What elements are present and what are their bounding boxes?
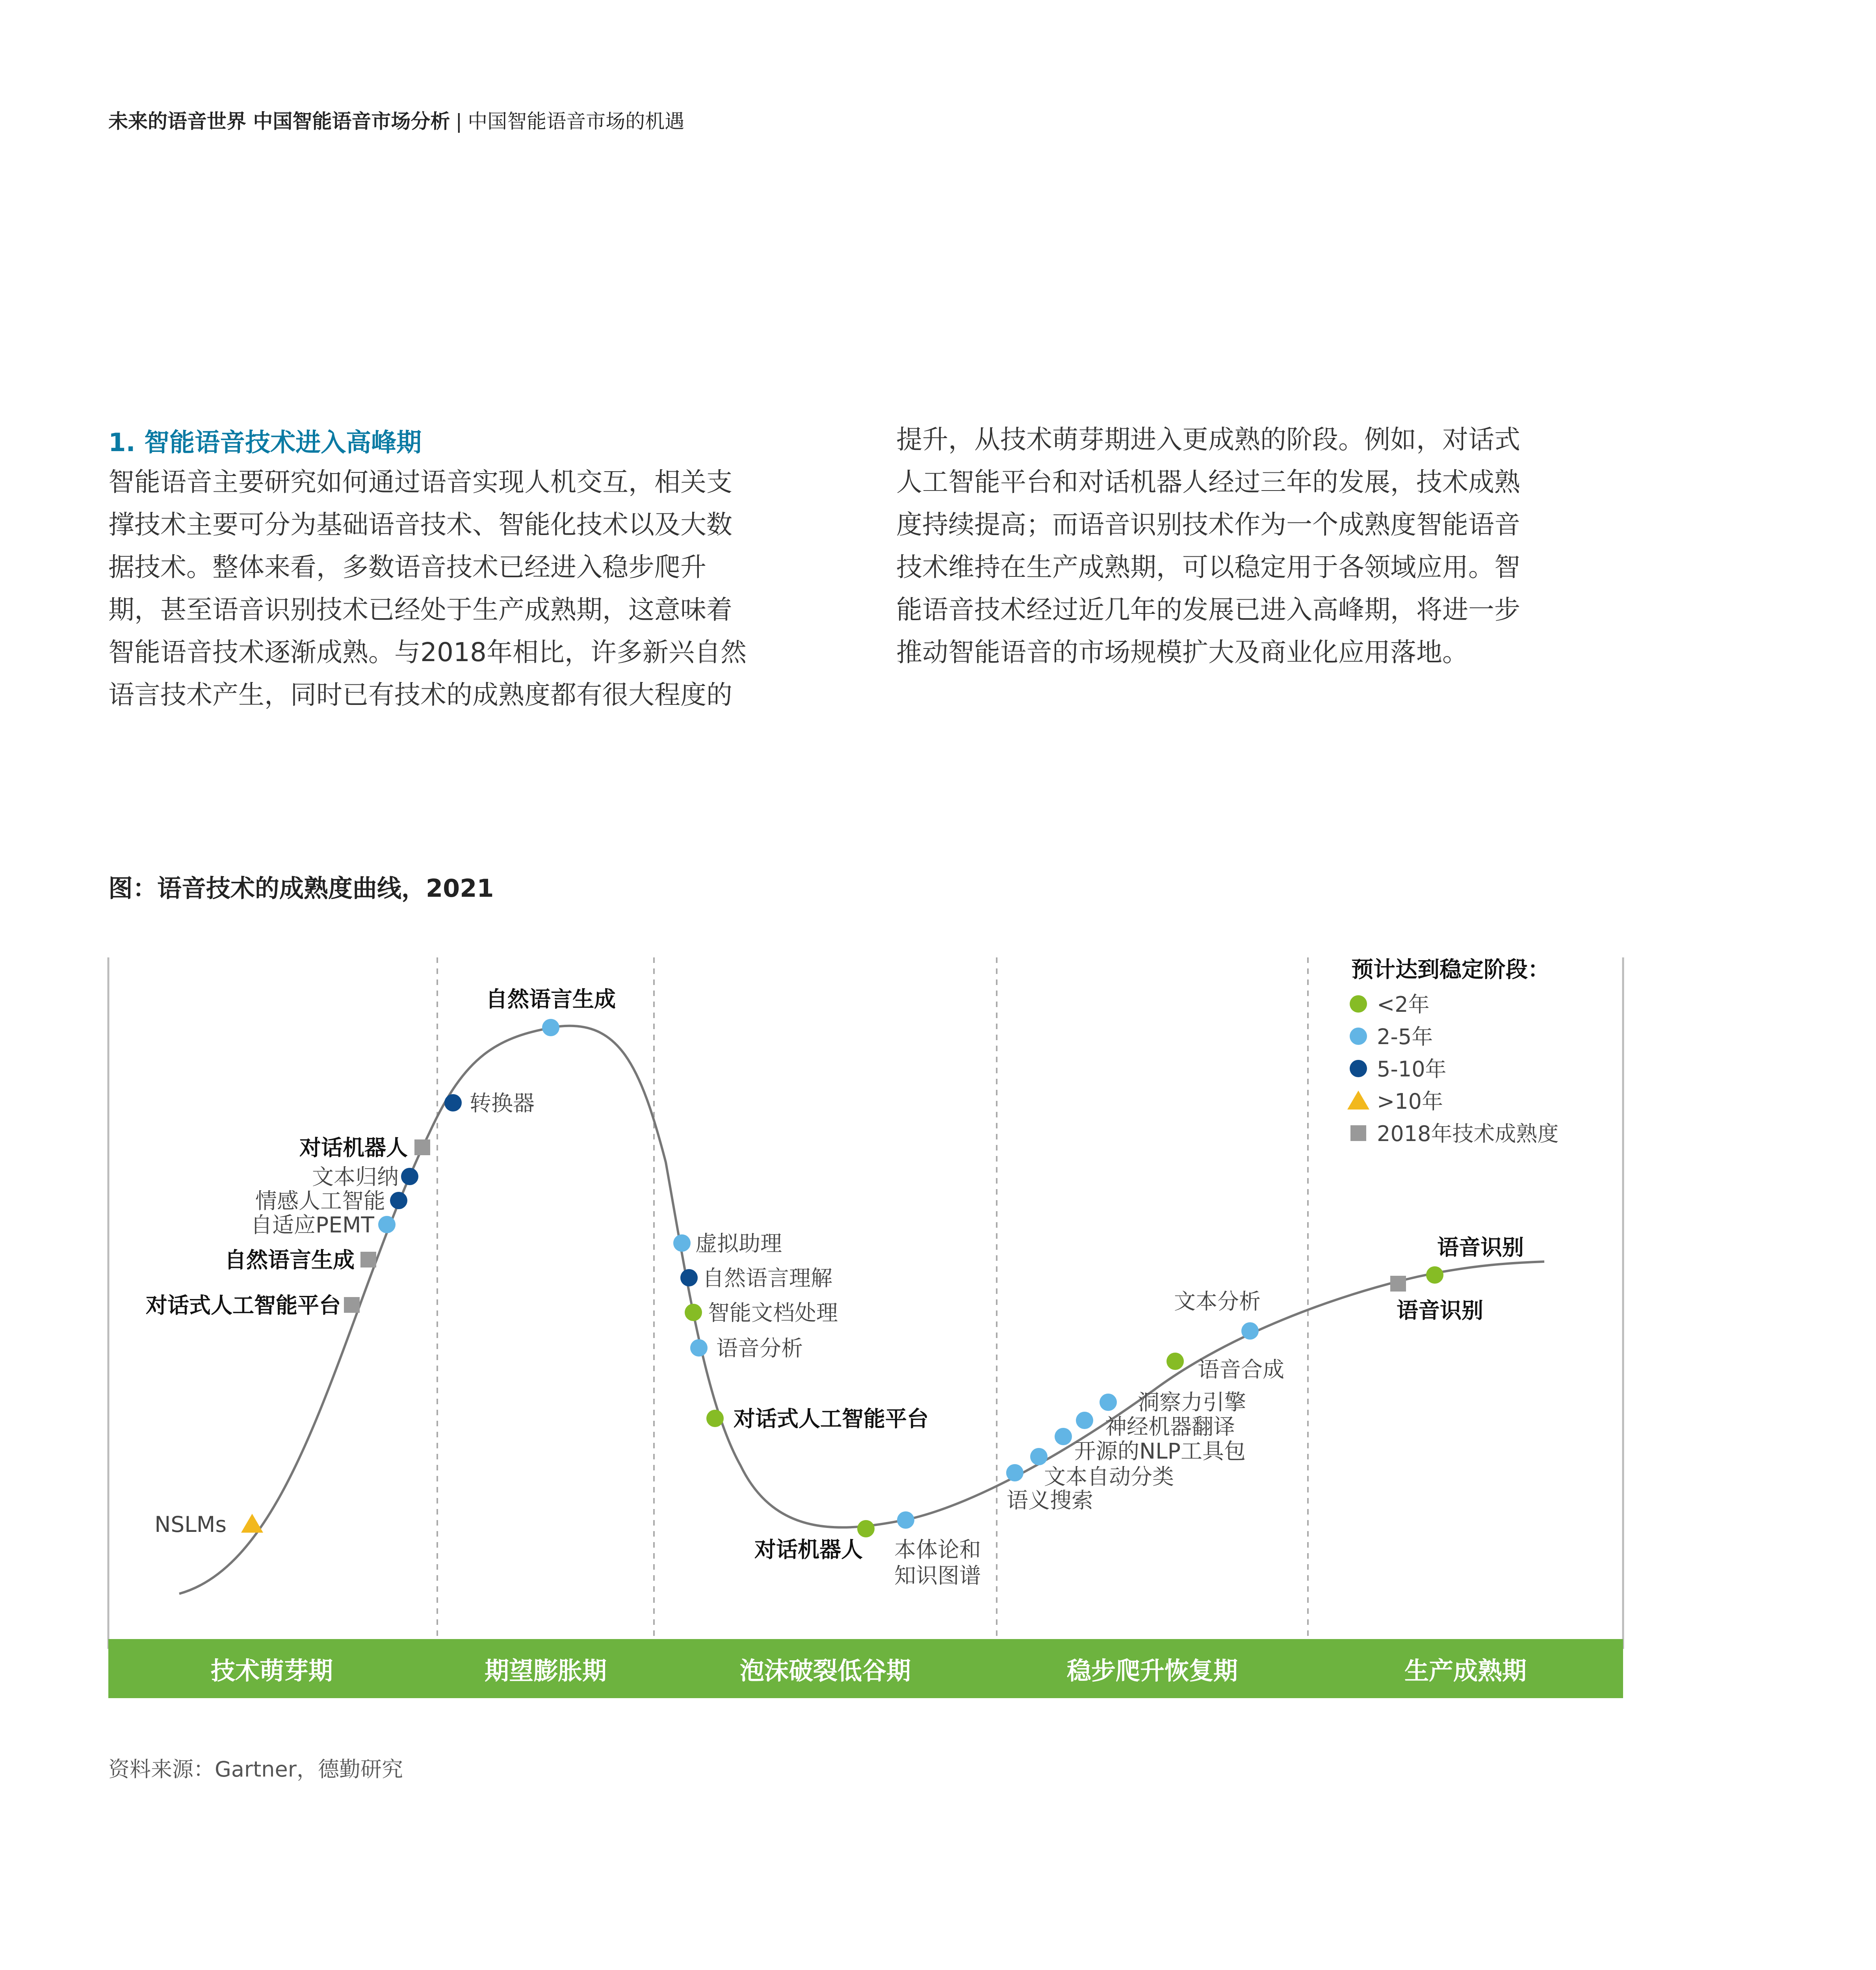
- legend-marker: [1347, 1091, 1369, 1110]
- point-marker-2-5: [378, 1216, 396, 1233]
- point-label: 文本自动分类: [1044, 1464, 1174, 1489]
- paragraph-line: 技术维持在生产成熟期，可以稳定用于各领域应用。智: [896, 552, 1520, 582]
- chart-legend: [1347, 957, 1558, 1146]
- point-label: 自然语言生成: [224, 1247, 355, 1273]
- point-label: 自适应PEMT: [251, 1212, 374, 1238]
- point-label: 语义搜索: [1007, 1488, 1094, 1513]
- paragraph-line: 能语音技术经过近几年的发展已进入高峰期，将进一步: [896, 595, 1520, 625]
- point-marker-2-5: [1100, 1394, 1117, 1411]
- point-marker-2-5: [1241, 1322, 1259, 1340]
- point-label: 自然语言理解: [702, 1266, 833, 1291]
- point-label: 文本分析: [1174, 1289, 1261, 1314]
- point-marker-2: [857, 1520, 875, 1537]
- point-marker-2: [1166, 1353, 1184, 1370]
- point-label: 对话机器人: [754, 1537, 863, 1562]
- point-label: 本体论和: [894, 1537, 981, 1562]
- point-label: 开源的NLP工具包: [1074, 1438, 1246, 1464]
- section-title: 1. 智能语音技术进入高峰期: [108, 428, 422, 457]
- point-marker-2-5: [690, 1339, 708, 1357]
- point-marker-5-10: [444, 1094, 462, 1111]
- point-label: 语音分析: [716, 1336, 803, 1361]
- point-label: 对话机器人: [299, 1135, 408, 1160]
- point-marker-2: [706, 1410, 724, 1427]
- point-label: 语音识别: [1396, 1298, 1484, 1323]
- point-marker-2-5: [897, 1511, 914, 1529]
- point-marker-2-5: [1076, 1412, 1093, 1429]
- phase-label: 技术萌芽期: [210, 1656, 333, 1685]
- point-marker-2018: [344, 1297, 360, 1313]
- paragraph-line: 度持续提高；而语音识别技术作为一个成熟度智能语音: [896, 509, 1520, 540]
- point-marker-2: [1426, 1266, 1443, 1284]
- phase-label: 泡沫破裂低谷期: [739, 1656, 911, 1685]
- legend-label: 2018年技术成熟度: [1377, 1121, 1559, 1146]
- chart-marks: [146, 987, 1524, 1588]
- point-label: 对话式人工智能平台: [734, 1406, 929, 1431]
- header-title: 未来的语音世界 中国智能语音市场分析: [108, 110, 450, 133]
- point-label: 文本归纳: [312, 1164, 399, 1189]
- point-label: 情感人工智能: [255, 1188, 385, 1214]
- paragraph-line: 智能语音技术逐渐成熟。与2018年相比，许多新兴自然: [108, 637, 747, 667]
- paragraph-line: 语言技术产生，同时已有技术的成熟度都有很大程度的: [108, 680, 732, 710]
- phase-label: 生产成熟期: [1404, 1656, 1527, 1685]
- point-marker-2-5: [1030, 1448, 1048, 1465]
- paragraph-line: 推动智能语音的市场规模扩大及商业化应用落地。: [896, 637, 1468, 667]
- legend-label: 2-5年: [1377, 1024, 1433, 1049]
- hype-curve: [179, 1026, 1544, 1594]
- point-marker-2-5: [673, 1234, 691, 1252]
- paragraph-line: 期，甚至语音识别技术已经处于生产成熟期，这意味着: [108, 595, 732, 625]
- paragraph-line: 智能语音主要研究如何通过语音实现人机交互，相关支: [108, 467, 732, 497]
- legend-label: 5-10年: [1377, 1057, 1447, 1082]
- header-separator: |: [455, 110, 462, 133]
- legend-marker: [1350, 1028, 1367, 1045]
- point-marker-2018: [1390, 1276, 1406, 1292]
- point-label: 洞察力引擎: [1138, 1390, 1246, 1415]
- point-marker-2-5: [542, 1019, 559, 1036]
- legend-title: 预计达到稳定阶段：: [1351, 957, 1550, 983]
- legend-marker: [1350, 1060, 1367, 1077]
- point-marker-2-5: [1055, 1428, 1072, 1445]
- header-subtitle: 中国智能语音市场的机遇: [468, 110, 685, 133]
- point-marker-2-5: [1006, 1464, 1023, 1481]
- point-label: 智能文档处理: [708, 1300, 838, 1325]
- point-label: NSLMs: [154, 1512, 227, 1537]
- paragraph-line: 据技术。整体来看，多数语音技术已经进入稳步爬升: [108, 552, 706, 582]
- phase-label: 稳步爬升恢复期: [1066, 1656, 1238, 1685]
- figure-source: 资料来源：Gartner，德勤研究: [108, 1757, 403, 1782]
- legend-label: >10年: [1377, 1089, 1443, 1114]
- point-marker-10: [241, 1514, 263, 1533]
- paragraph-line: 撑技术主要可分为基础语音技术、智能化技术以及大数: [108, 509, 732, 540]
- point-marker-2018: [360, 1252, 376, 1267]
- point-label: 神经机器翻译: [1105, 1414, 1235, 1439]
- point-marker-5-10: [390, 1192, 407, 1209]
- paragraph-line: 提升，从技术萌芽期进入更成熟的阶段。例如，对话式: [896, 424, 1520, 455]
- legend-label: <2年: [1377, 992, 1430, 1017]
- point-label: 对话式人工智能平台: [145, 1293, 341, 1318]
- point-marker-5-10: [401, 1168, 418, 1185]
- phase-label: 期望膨胀期: [484, 1656, 607, 1685]
- point-marker-2: [685, 1304, 702, 1321]
- point-label: 虚拟助理: [695, 1231, 782, 1256]
- point-marker-2018: [414, 1139, 430, 1155]
- point-label: 知识图谱: [894, 1563, 981, 1588]
- point-marker-5-10: [680, 1269, 698, 1286]
- paragraph-line: 人工智能平台和对话机器人经过三年的发展，技术成熟: [896, 467, 1520, 497]
- legend-marker: [1350, 1125, 1366, 1141]
- figure-title: 图：语音技术的成熟度曲线，2021: [108, 874, 494, 903]
- point-label: 转换器: [470, 1091, 535, 1116]
- legend-marker: [1350, 995, 1367, 1013]
- point-label: 语音识别: [1437, 1235, 1524, 1260]
- point-label: 语音合成: [1198, 1357, 1285, 1382]
- point-label: 自然语言生成: [485, 987, 616, 1012]
